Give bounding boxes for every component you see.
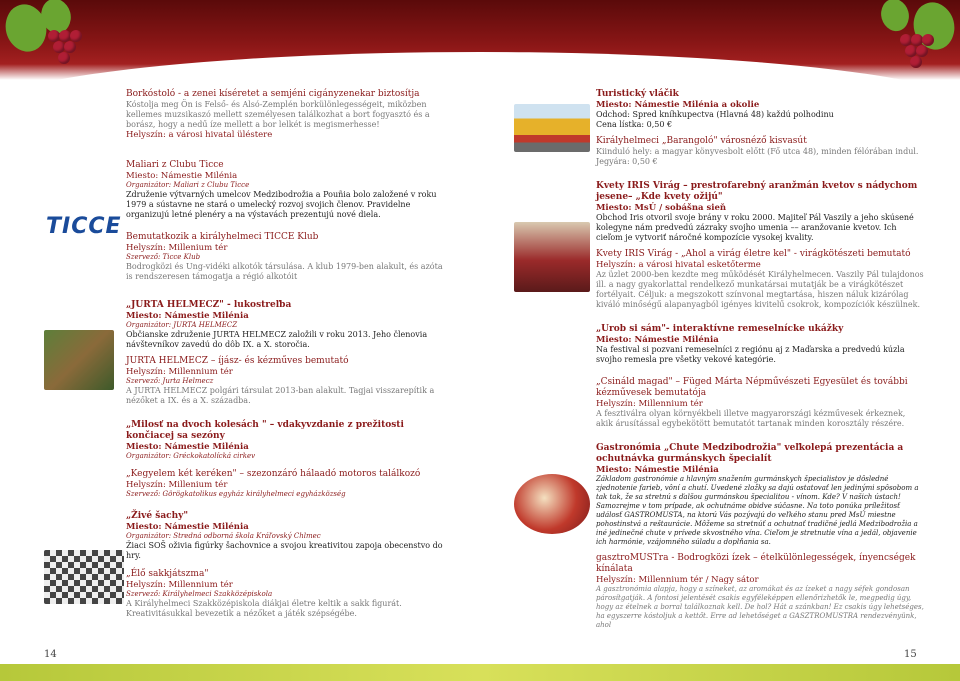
grape-leaf-icon <box>875 0 916 35</box>
event-place: Helyszín: a városi hivatal üléstere <box>126 130 273 140</box>
event-organizer: Szervező: Görögkatolikus egyház királyhelmeci egyházközség <box>126 490 346 498</box>
event-body: Az üzlet 2000-ben kezdte meg működését Királyhelmecen. Vaszily Pál tulajdonos ill. a nagy gyakorlattal rendelkező munkatársai mutatják be a virágkötészet fortélyait. Céljuk: a megszokott színvonal megtartása, hiszen náluk kizárólag kiváló minőségű alapanyagból igényes kivitelű csokrok, kompozíciók készülnek. <box>596 270 924 309</box>
chess-photo <box>44 550 124 604</box>
event-organizer: Organizátor: Maliari z Clubu Ticce <box>126 181 250 189</box>
event-body: Bodrogközi és Ung-vidéki alkotók társulása. A klub 1979-ben alakult, és azóta is rendszeresen támogatja a régió alkotóit <box>126 262 443 281</box>
event-place: Helyszín: Millennium tér <box>126 367 233 377</box>
event-place: Helyszín: Millenium tér <box>126 480 228 490</box>
event-title: Bemutatkozik a királyhelmeci TICCE Klub <box>126 232 319 242</box>
event-place: Helyszín: Millennium tér / Nagy sátor <box>596 575 759 585</box>
ticce-logo: TICCE <box>46 214 122 239</box>
event-place: Miesto: Námestie Milénia a okolie <box>596 100 760 110</box>
event-place: Miesto: Námestie Milénia <box>126 442 249 452</box>
event-organizer: Organizátor: Stredná odborná škola Kráľovský Chlmec <box>126 532 321 540</box>
event-price: Jegyára: 0,50 € <box>596 157 658 166</box>
event-title: Turistický vláčik <box>596 89 679 99</box>
event-place: Miesto: Námestie Milénia <box>596 465 719 475</box>
archery-photo <box>44 330 114 390</box>
event-body: A Királyhelmeci Szakközépiskola diákjai életre keltik a sakk figurát. Kreativitásukkal bevezetik a nézőket a játék szépségébe. <box>126 599 402 618</box>
event-title: Királyhelmeci „Barangoló" városnéző kisvasút <box>596 136 807 146</box>
event-body: Združenie výtvarných umelcov Medzibodrožia a Pouñia bolo založené v roku 1979 a sústavne ne stará o umelecký rozvoj svojich členov. Pravidelne organizujú letné plenéry a na výstavách prezentujú nové diela. <box>126 190 437 219</box>
event-organizer: Szervező: Királyhelmeci Szakközépiskola <box>126 590 273 598</box>
event-body: Na festival si pozvani remeselníci z regiónu aj z Maďarska a predvedú kúzla svojho remesla pre všetky vekové kategórie. <box>596 345 905 364</box>
tourist-train-photo <box>514 104 590 152</box>
gastromustra-logo <box>514 474 590 534</box>
event-body: Obchod Iris otvoril svoje brány v roku 2000. Majiteľ Pál Vaszily a jeho skúsené kolegyne nám predvedú zázraky svojho umenia –– aranžovanie kvetov. Ich cieľom je vytvoriť náročné kompozície vysokej kvality. <box>596 213 914 242</box>
event-title: „JURTA HELMECZ" - lukostreľba <box>126 300 292 310</box>
event-place: Helyszín: a városi hivatal esketőterme <box>596 260 761 270</box>
event-body: A JURTA HELMECZ polgári társulat 2013-ban alakult. Tagjai visszarepítik a nézőket a IX. és a X. századba. <box>126 386 435 405</box>
event-place: Miesto: Námestie Milénia <box>126 311 249 321</box>
event-title: „Élő sakkjátszma" <box>126 569 209 579</box>
event-title: gasztroMUSTra - Bodrogközi ízek – ételkülönlegességek, ínyencségek kínálata <box>596 553 916 574</box>
event-title: JURTA HELMECZ – íjász- és kézműves bemutató <box>126 356 349 366</box>
footer-band <box>0 664 960 681</box>
event-place: Helyszín: Millennium tér <box>596 399 703 409</box>
event-organizer: Organizátor: Gréckokatolícká cirkev <box>126 452 256 460</box>
event-body: A gasztronómia alapja, hogy a színeket, az aromákat és az ízeket a nagy séfek gondosan párosítgatják. A fontosi jelentését csakis egyféleképpen ellenőrizhetők le, megpedig úgy, hogy az ételnek a borral találkoznak kell. De hol? Hát a szánkban! Ez csakis úgy lehetséges, ha egyszerre kóstoljuk a kettőt. Erre ad lehetőséget a GASZTROMUSTRA rendezvényünk, ahol <box>596 585 924 629</box>
right-column <box>596 89 924 630</box>
event-title: „Živé šachy" <box>126 511 189 521</box>
event-organizer: Organizátor: JURTA HELMECZ <box>126 321 238 329</box>
event-title: „Urob si sám"- interaktívne remeselnícke ukážky <box>596 324 844 334</box>
event-title: Gastronómia „Chute Medzibodrožia" veľkolepá prezentácia a ochutnávka gurmánskych špecialít <box>596 443 904 464</box>
event-place: Miesto: Námestie Milénia <box>596 335 719 345</box>
event-organizer: Szervező: Jurta Helmecz <box>126 377 214 385</box>
event-title: „Csináld magad" – Füged Márta Népművészeti Egyesület és további kézművesek bemutatója <box>596 377 908 398</box>
florists-photo <box>514 222 590 292</box>
header-banner <box>0 0 960 80</box>
event-body: Základom gastronómie a hlavným snažením gurmánskych špecialistov je dôsledné zjednotenie farieb, vôní a chutí. Uvedené zložky sa dajú ostatovať len jedinými spôsobom a tak tak, že sa stretnú s ďalšou gurmánskou špecialitou - vínom. Kde? V našich ústach! Samozrejme v tom prípade, ak ochutnáme obidve súčasne. Na toto ponúka príležitosť událosť GASTROMUSTA, na ktorú Vás pozývajú do veľkého stanu pred MsÚ miestne pohostinstvá a reštaurácie. Môžeme sa stretnúť a ochutnať tradičné jedlá Medzibodrožia a iné jedinečné chute v prívede skvostného vína. Cieľom je stretnutie vína a jedál, objavenie ich harmónie, vzájomného súladu a doplňania sa. <box>596 475 919 546</box>
event-title: Kvety IRIS Virág – prestrofarebný aranžmán kvetov s nádychom jesene– „Kde kvety ožijú" <box>596 181 918 202</box>
event-place: Miesto: Námestie Milénia <box>126 522 249 532</box>
event-title: Borkóstoló - a zenei kíséretet a semjéni cigányzenekar biztosítja <box>126 89 420 99</box>
event-departure: Kiinduló hely: a magyar könyvesbolt előtt (Fő utca 48), minden félórában indul. <box>596 147 919 156</box>
event-body: Občianske združenie JURTA HELMECZ založili v roku 2013. Jeho členovia návštevníkov zavedú do dôb IX. a X. storočia. <box>126 330 428 349</box>
grapes-icon <box>900 34 934 80</box>
page-number-right: 15 <box>904 649 917 660</box>
event-departure: Odchod: Spred kníhkupectva (Hlavná 48) každú polhodinu <box>596 110 834 119</box>
event-title: Maliari z Clubu Ticce <box>126 160 224 170</box>
event-place: Miesto: Námestie Milénia <box>126 171 238 181</box>
event-place: Miesto: MsÚ / sobášna sieň <box>596 203 727 213</box>
event-price: Cena lístka: 0,50 € <box>596 120 673 129</box>
event-body: Kóstolja meg Ön is Felső- és Alsó-Zemplén borkülönlegességeit, miközben kellemes muzsikaszó mellett személyesen találkozhat a bort fogyasztó és a borász, hogy a nedű íze mellett a bor lelkét is megismerhesse! <box>126 100 430 129</box>
left-column <box>126 89 446 619</box>
event-title: „Milosť na dvoch kolesách " – vdakyvzdanie z prežitosti končiacej sa sezóny <box>126 420 404 441</box>
grapes-icon <box>48 30 82 76</box>
event-place: Helyszín: Millenium tér <box>126 243 228 253</box>
event-organizer: Szervező: Ticce Klub <box>126 253 201 261</box>
event-place: Helyszín: Millennium tér <box>126 580 233 590</box>
banner-wave <box>0 52 960 80</box>
event-title: Kvety IRIS Virág - „Ahol a virág életre kel" - virágkötészeti bemutató <box>596 249 911 259</box>
event-body: Žiaci SOŠ oživia figúrky šachovnice a svojou kreativitou zapoja obecenstvo do hry. <box>126 541 443 560</box>
page-number-left: 14 <box>44 649 57 660</box>
event-title: „Kegyelem két keréken" – szezonzáró hálaadó motoros találkozó <box>126 469 421 479</box>
event-body: A fesztiválra olyan környékbeli illetve magyarországi kézművesek érkeznek, akik árusítással egybekötött bemutatót tartanak minden korosztály részére. <box>596 409 906 428</box>
